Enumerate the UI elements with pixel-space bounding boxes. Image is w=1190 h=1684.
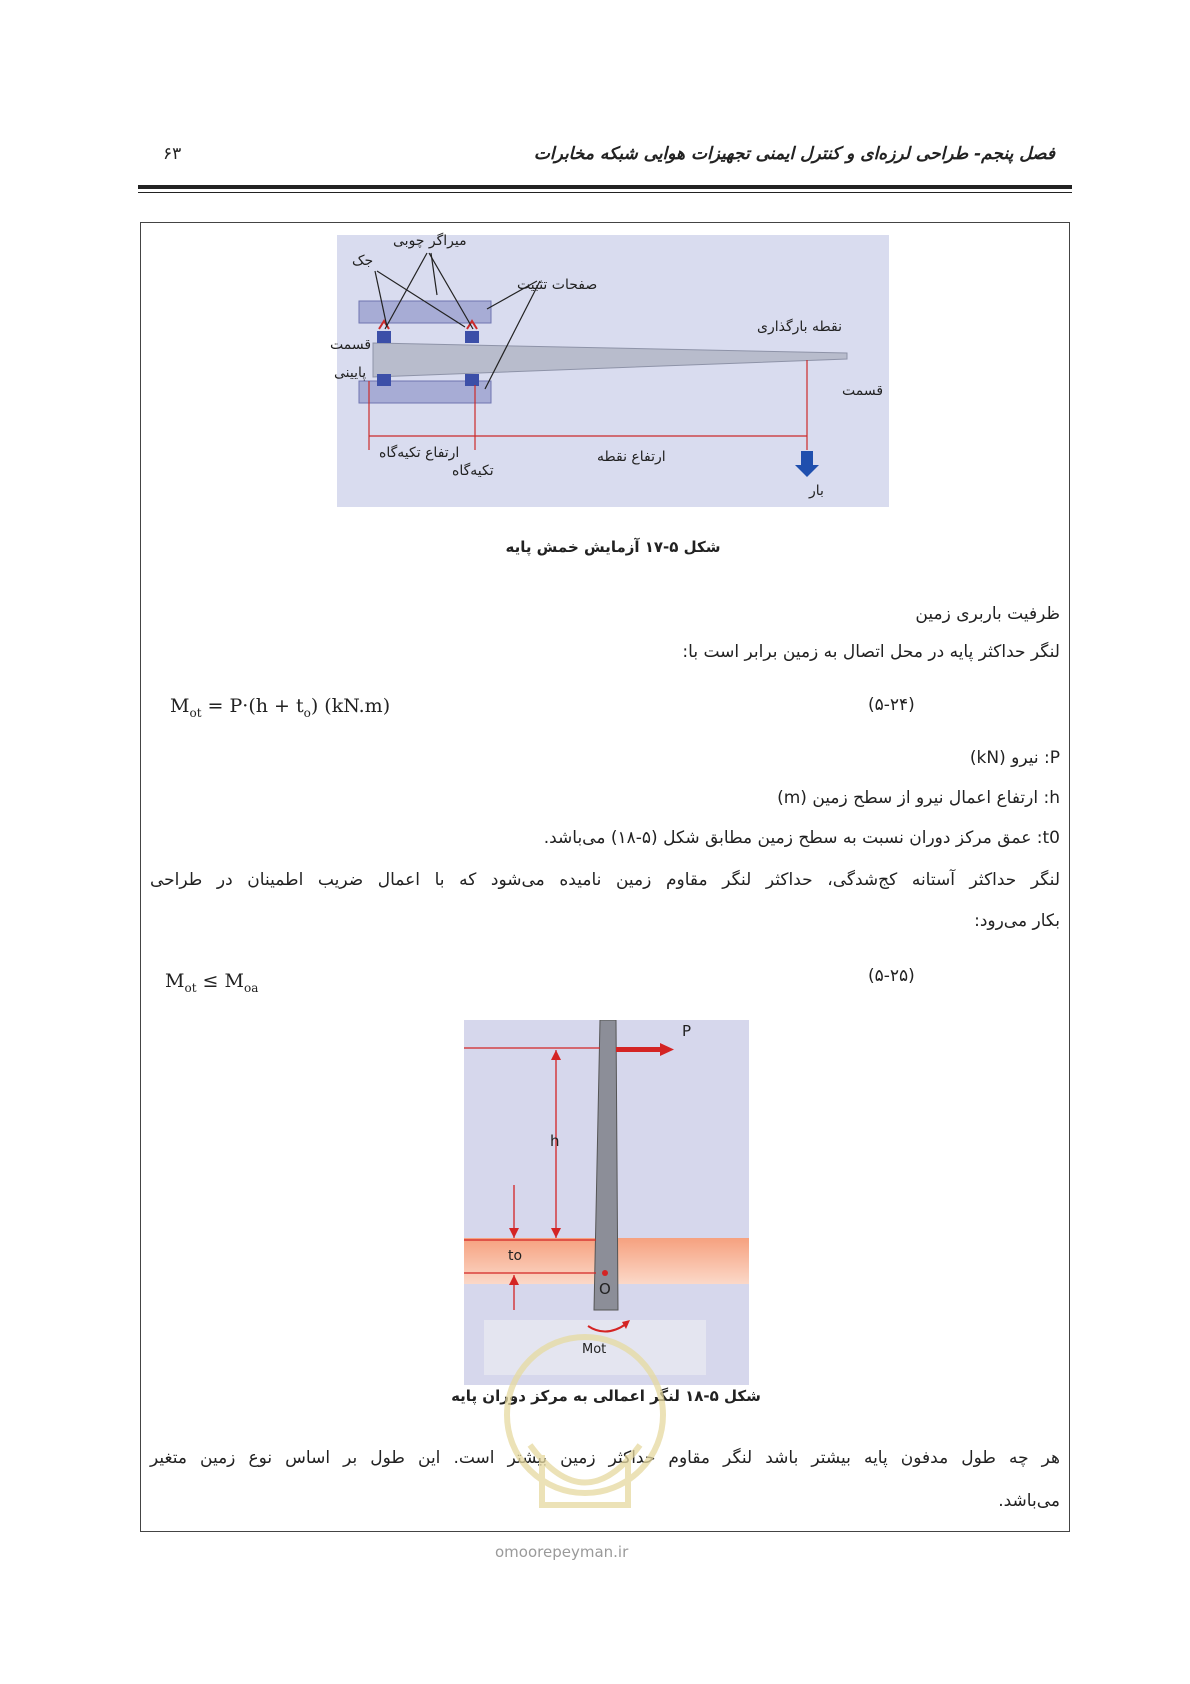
load-arrow-head: [795, 465, 819, 477]
figure1-caption: شکل ۵-۱۷ آزمایش خمش پایه: [505, 538, 721, 556]
label-wooden-damper: میراگر چوبی: [393, 233, 467, 249]
paragraph-2-line-2: بکار می‌رود:: [974, 911, 1060, 931]
label-t0: to: [508, 1248, 523, 1264]
jack-block: [465, 331, 479, 343]
label-support: تکیه‌گاه: [452, 463, 494, 479]
load-arrow-shaft: [801, 451, 813, 465]
label-support-height: ارتفاع تکیه‌گاه: [379, 445, 460, 461]
label-o: O: [599, 1280, 611, 1298]
pole-shape: [373, 343, 847, 377]
label-p: P: [682, 1022, 692, 1040]
watermark-seal: [490, 1305, 680, 1535]
h-arrow-bottom: [551, 1228, 561, 1238]
bending-test-diagram: [337, 235, 889, 507]
label-lower-part-1: قسمت: [330, 337, 372, 353]
upper-fixing-plate: [359, 301, 491, 323]
equation-25-number: (۵-۲۵): [868, 966, 915, 986]
leader-line: [485, 281, 540, 389]
jack-block: [377, 331, 391, 343]
label-jack: جک: [352, 253, 374, 269]
definition-h: h: ارتفاع اعمال نیرو از سطح زمین (m): [777, 788, 1060, 808]
label-lower-part-2: پایینی: [334, 365, 367, 381]
label-mot: Mot: [582, 1342, 607, 1357]
paragraph-2-line-1: لنگر حداکثر آستانه کج‌شدگی، حداکثر لنگر مقاوم زمین نامیده می‌شود که با اعمال ضریب اطمینان در طراحی: [150, 870, 1060, 890]
t0-arrow-down: [509, 1228, 519, 1238]
support-block: [465, 374, 479, 386]
chapter-title: فصل پنجم- طراحی لرزه‌ای و کنترل ایمنی تجهیزات هوایی شبکه مخابرات: [533, 144, 1055, 164]
page-number: ۶۳: [163, 144, 182, 164]
rotation-center-point: [602, 1270, 608, 1276]
label-loading-point: نقطه بارگذاری: [757, 319, 842, 335]
label-load: بار: [809, 483, 824, 499]
label-point-height: ارتفاع نقطه: [597, 449, 666, 465]
equation-24-number: (۵-۲۴): [868, 695, 915, 715]
paragraph-1: لنگر حداکثر پایه در محل اتصال به زمین برابر است با:: [682, 642, 1060, 662]
pole-body: [594, 1020, 618, 1310]
p-arrow-shaft: [616, 1047, 662, 1052]
equation-25: $M_{ot} \le M_{oa}$: [165, 970, 259, 995]
p-arrow-head: [660, 1043, 674, 1056]
h-arrow-top: [551, 1050, 561, 1060]
paragraph-3-line-2: می‌باشد.: [998, 1491, 1060, 1511]
equation-24: $M_{ot} = P\cdot(h + t_o)$ (kN.m): [170, 695, 391, 720]
definition-t0: t0: عمق مرکز دوران نسبت به سطح زمین مطابق شکل (۵-۱۸) می‌باشد.: [543, 828, 1060, 848]
paragraph-3-line-1: هر چه طول مدفون پایه بیشتر باشد لنگر مقاوم حداکثر زمین بیشتر است. این طول بر اساس نوع زمین متغیر: [150, 1448, 1060, 1468]
section-heading: ظرفیت باربری زمین: [915, 604, 1060, 624]
definition-p: P: نیرو (kN): [969, 748, 1060, 768]
header-rule-thin: [138, 192, 1072, 193]
header-rule-thick: [138, 185, 1072, 189]
figure-bending-test: [330, 233, 889, 507]
figure2-caption: شکل ۵-۱۸ لنگر اعمالی به مرکز دوران پایه: [451, 1387, 761, 1405]
watermark-url: omoorepeyman.ir: [495, 1543, 629, 1561]
label-fixing-plates: صفحات تثبیت: [517, 277, 598, 293]
label-h: h: [550, 1132, 560, 1150]
support-block: [377, 374, 391, 386]
label-part: قسمت: [842, 383, 884, 399]
leader-line: [431, 253, 437, 295]
